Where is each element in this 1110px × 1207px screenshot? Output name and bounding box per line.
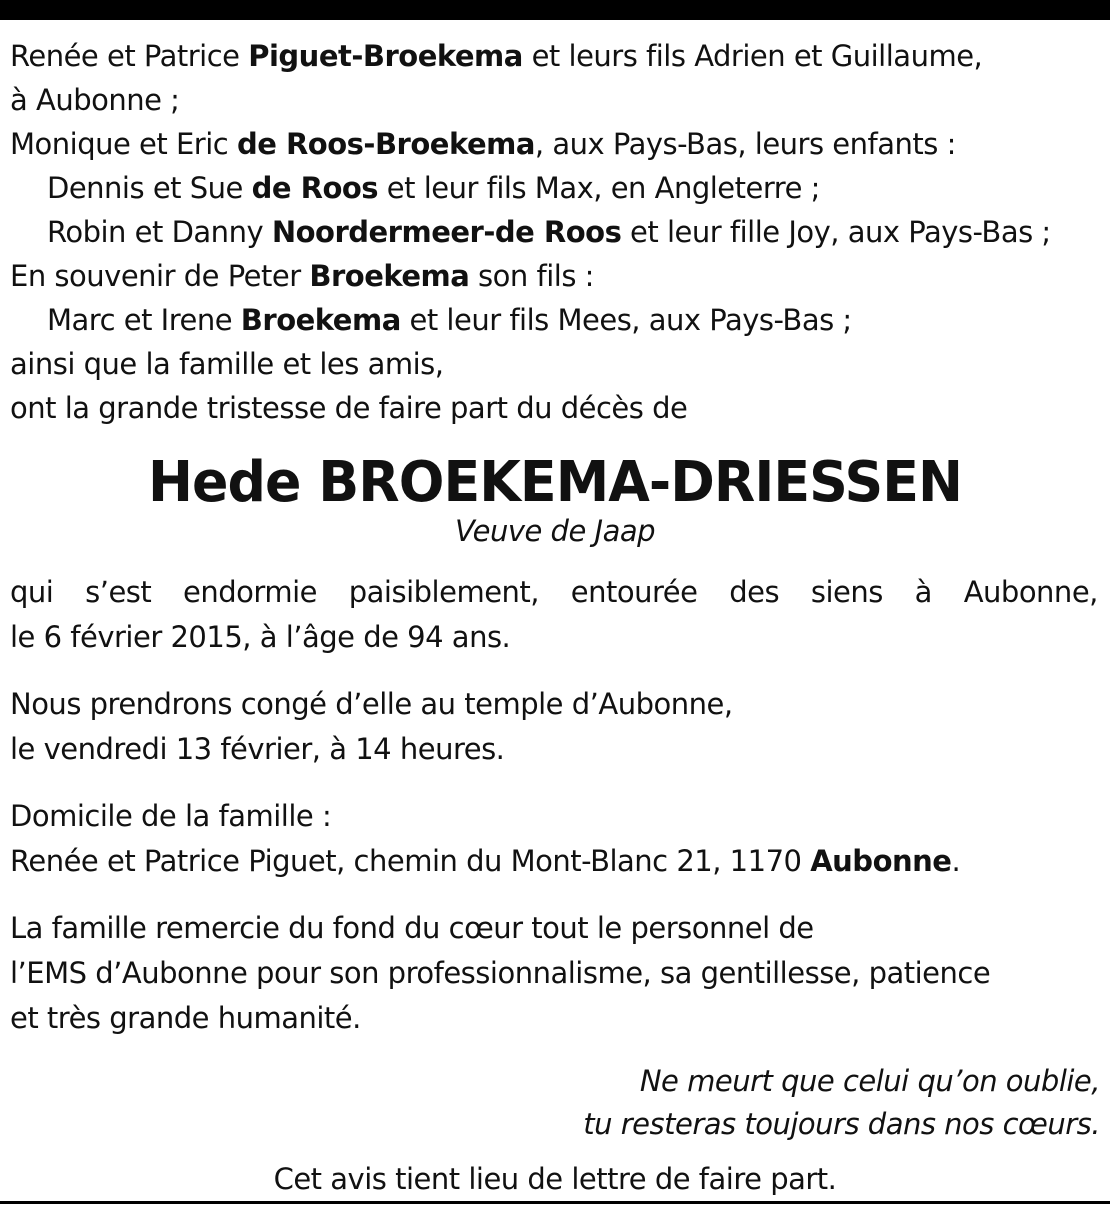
family-line: Robin et Danny Noordermeer-de Roos et leur fille Joy, aux Pays-Bas ; <box>47 215 1051 249</box>
family-surname: Broekema <box>240 303 401 337</box>
domicile-line: Domicile de la famille : <box>10 799 332 833</box>
family-surname: de Roos <box>251 171 379 205</box>
memorial-quote <box>10 1059 1100 1145</box>
quote-line: tu resteras toujours dans nos cœurs. <box>583 1107 1100 1141</box>
domicile-address: Renée et Patrice Piguet, chemin du Mont-Blanc 21, 1170 Aubonne. <box>10 844 961 878</box>
ceremony-line: le vendredi 13 février, à 14 heures. <box>10 732 505 766</box>
death-line: le 6 février 2015, à l’âge de 94 ans. <box>10 620 511 654</box>
closing-note <box>10 1157 1100 1201</box>
thanks-paragraph <box>10 906 1100 1041</box>
closing-line: Cet avis tient lieu de lettre de faire part. <box>273 1162 837 1196</box>
family-line: ainsi que la famille et les amis, <box>10 347 444 381</box>
family-line: Dennis et Sue de Roos et leur fils Max, en Angleterre ; <box>47 171 820 205</box>
family-line: Monique et Eric de Roos-Broekema, aux Pays-Bas, leurs enfants : <box>10 127 956 161</box>
ceremony-paragraph <box>10 682 1100 772</box>
deceased-name: Hede BROEKEMA-DRIESSEN <box>147 450 963 515</box>
family-surname: Piguet-Broekema <box>248 39 523 73</box>
family-line: à Aubonne ; <box>10 83 180 117</box>
thanks-line: et très grande humanité. <box>10 1001 361 1035</box>
thanks-line: l’EMS d’Aubonne pour son professionnalisme, sa gentillesse, patience <box>10 956 991 990</box>
domicile-city: Aubonne <box>810 844 952 878</box>
family-surname: de Roos-Broekema <box>236 127 535 161</box>
bottom-border-rule <box>0 1201 1110 1204</box>
family-line: ont la grande tristesse de faire part du décès de <box>10 391 688 425</box>
death-paragraph <box>10 570 1100 660</box>
death-line-justified: qui s’est endormie paisiblement, entourée des siens à Aubonne, <box>10 575 1098 609</box>
death-notice <box>10 34 1100 1201</box>
top-border-rule <box>0 0 1110 20</box>
family-list <box>10 34 1100 430</box>
family-line: Renée et Patrice Piguet-Broekema et leurs fils Adrien et Guillaume, <box>10 39 983 73</box>
domicile-paragraph <box>10 794 1100 884</box>
ceremony-line: Nous prendrons congé d’elle au temple d’Aubonne, <box>10 687 733 721</box>
family-surname: Noordermeer-de Roos <box>271 215 622 249</box>
family-line: En souvenir de Peter Broekema son fils : <box>10 259 594 293</box>
quote-line: Ne meurt que celui qu’on oublie, <box>639 1064 1100 1098</box>
thanks-line: La famille remercie du fond du cœur tout le personnel de <box>10 911 814 945</box>
family-surname: Broekema <box>309 259 470 293</box>
deceased-block <box>10 452 1100 548</box>
deceased-subtitle: Veuve de Jaap <box>454 514 656 548</box>
family-line: Marc et Irene Broekema et leur fils Mees, aux Pays-Bas ; <box>47 303 852 337</box>
